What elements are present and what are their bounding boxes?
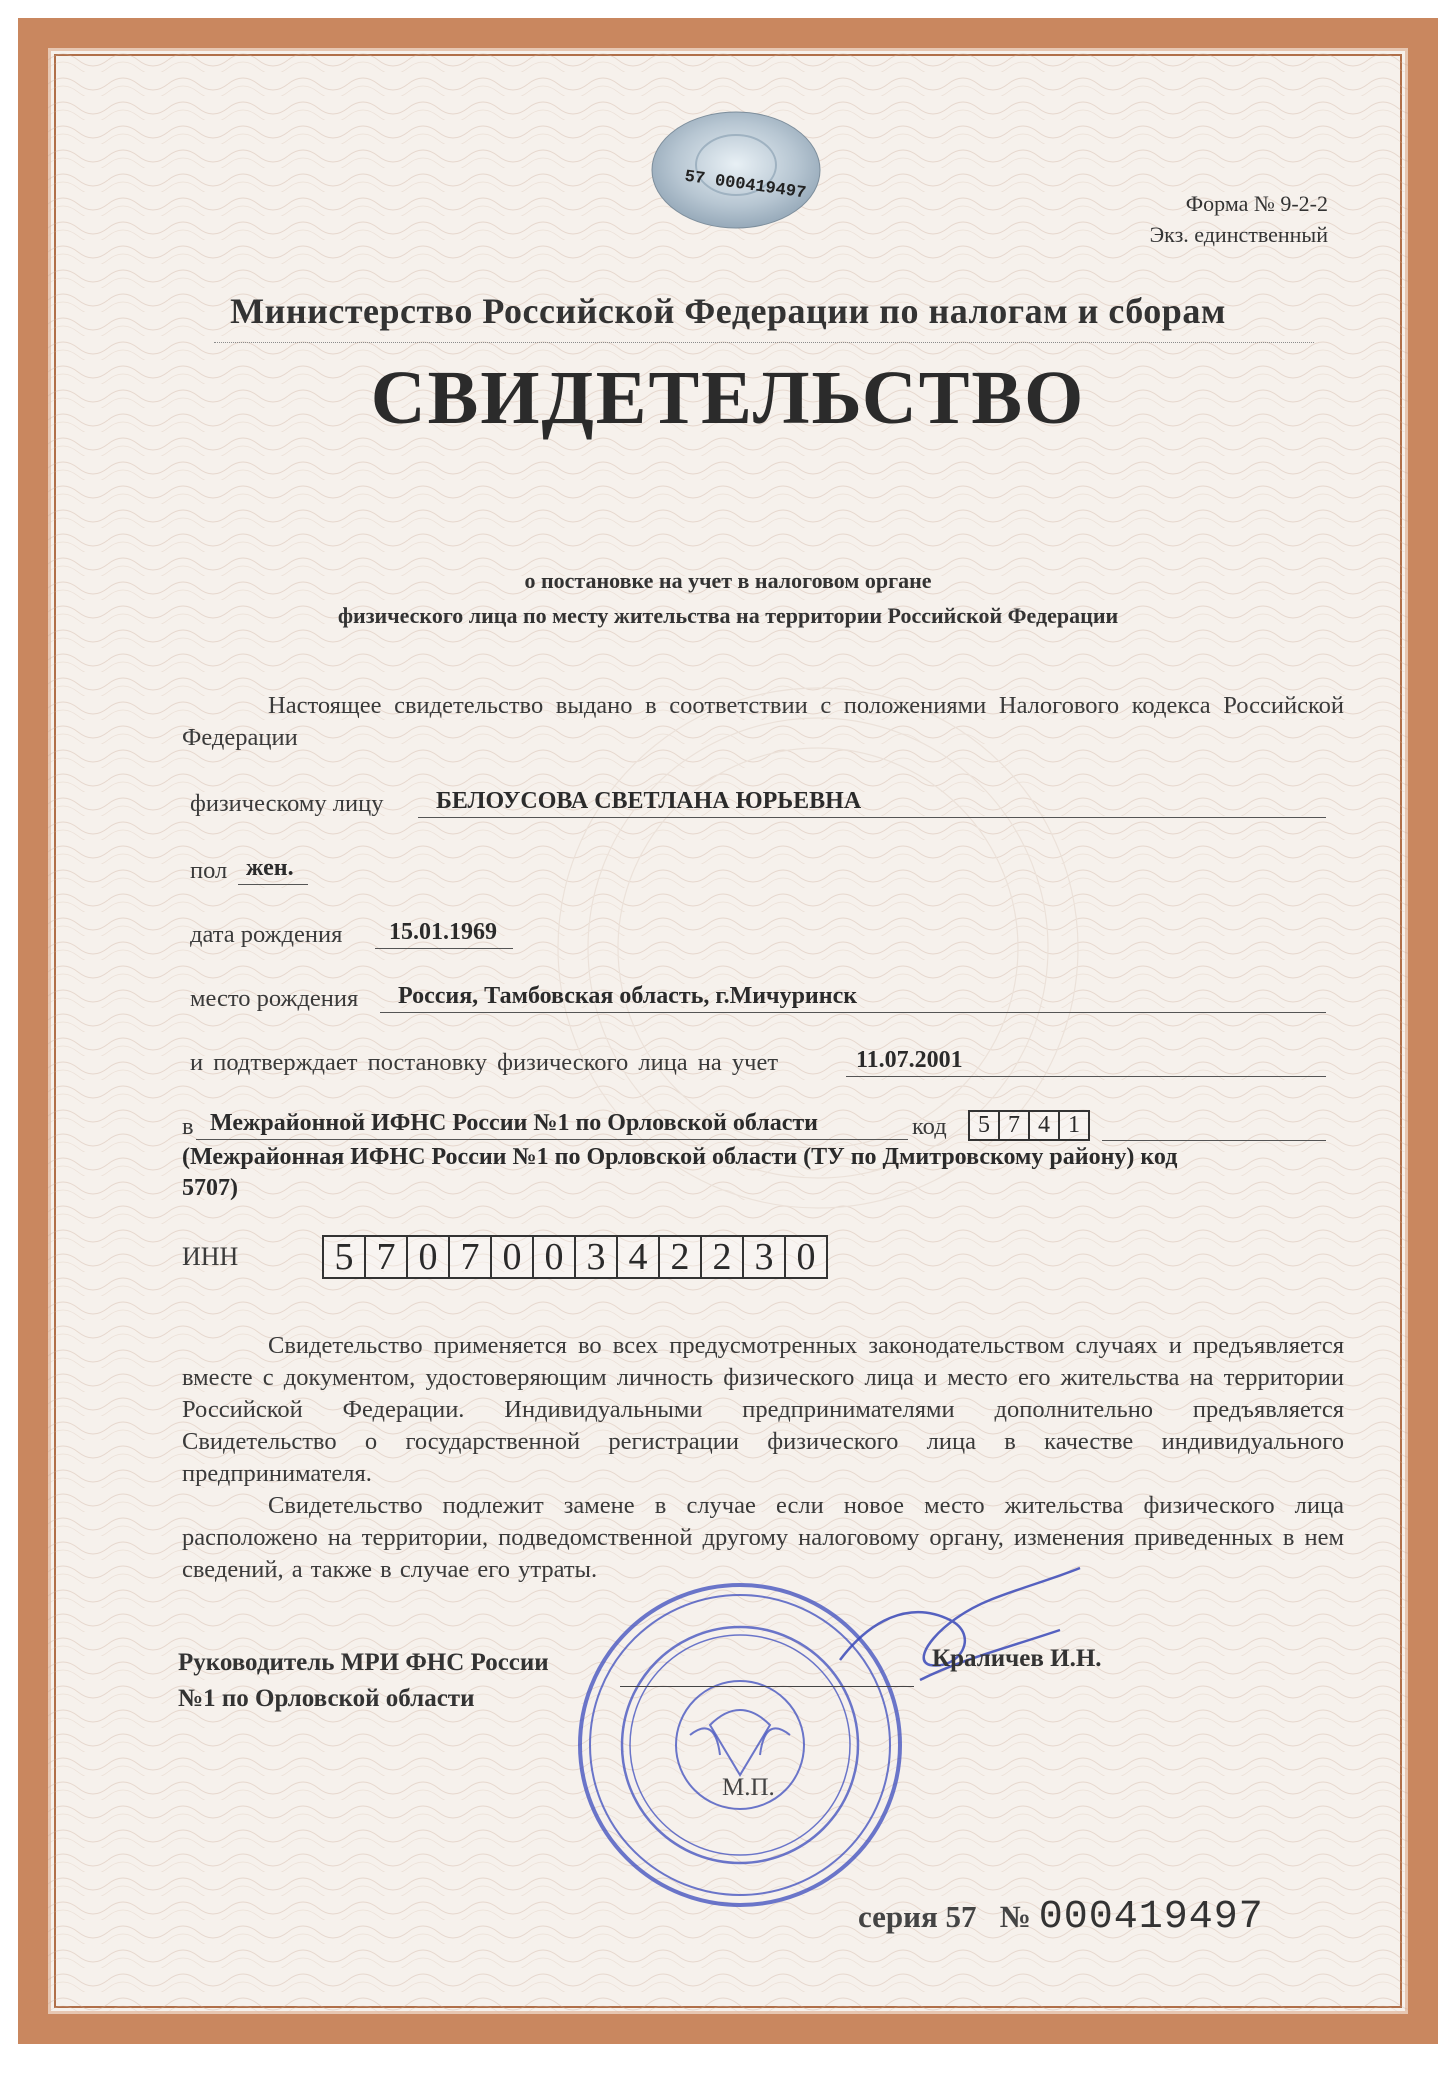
sex-label: пол bbox=[190, 857, 228, 884]
authority-code-digit: 5 bbox=[968, 1110, 1000, 1141]
birth-date-field: 15.01.1969 bbox=[375, 919, 513, 949]
inn-digit: 0 bbox=[490, 1235, 534, 1279]
authority-prefix: в bbox=[182, 1113, 194, 1140]
handwritten-signature bbox=[830, 1560, 1090, 1710]
series-value: 57 bbox=[945, 1899, 977, 1934]
person-label: физическому лицу bbox=[190, 790, 384, 817]
signature-line bbox=[620, 1686, 914, 1687]
inn-digit: 0 bbox=[406, 1235, 450, 1279]
inn-boxes bbox=[322, 1235, 826, 1279]
inn-digit: 5 bbox=[322, 1235, 366, 1279]
signatory-name: Краличев И.Н. bbox=[932, 1645, 1102, 1672]
form-copy: Экз. единственный bbox=[1149, 222, 1328, 247]
authority-code-digit: 1 bbox=[1058, 1110, 1090, 1141]
inn-digit: 2 bbox=[700, 1235, 744, 1279]
authority-note-line-1: (Межрайонная ИФНС России №1 по Орловской области (ТУ по Дмитровскому району) код bbox=[182, 1144, 1178, 1170]
authority-code-label: код bbox=[912, 1113, 947, 1140]
inn-digit: 7 bbox=[448, 1235, 492, 1279]
subtitle-line-2: физического лица по месту жительства на территории Российской Федерации bbox=[337, 603, 1119, 628]
authority-code-boxes bbox=[968, 1110, 1088, 1141]
intro-paragraph: Настоящее свидетельство выдано в соответствии с положениями Налогового кодекса Российской Федерации bbox=[182, 692, 1344, 751]
registration-row bbox=[190, 1049, 778, 1081]
person-row bbox=[190, 790, 383, 822]
registration-date-field: 11.07.2001 bbox=[846, 1047, 1326, 1077]
birth-place-row bbox=[190, 985, 358, 1017]
authority-code-underline bbox=[1102, 1140, 1326, 1141]
stamp-place-label: М.П. bbox=[722, 1774, 775, 1801]
birth-place-field: Россия, Тамбовская область, г.Мичуринск bbox=[380, 983, 1326, 1013]
signatory-title bbox=[178, 1645, 549, 1717]
authority-note bbox=[182, 1142, 1352, 1204]
authority-code-digit: 4 bbox=[1028, 1110, 1060, 1141]
inn-digit: 3 bbox=[742, 1235, 786, 1279]
document-subtitle bbox=[0, 563, 1456, 633]
hologram-sticker bbox=[646, 110, 826, 230]
birth-place-label: место рождения bbox=[190, 985, 359, 1012]
sex-row bbox=[190, 857, 227, 889]
inn-digit: 7 bbox=[364, 1235, 408, 1279]
authority-note-line-2: 5707) bbox=[182, 1175, 238, 1201]
inn-digit: 0 bbox=[784, 1235, 828, 1279]
registration-label: и подтверждает постановку физического лица на учет bbox=[190, 1049, 779, 1076]
document-title: СВИДЕТЕЛЬСТВО bbox=[370, 356, 1086, 440]
series-number bbox=[858, 1895, 1264, 1940]
inn-digit: 0 bbox=[532, 1235, 576, 1279]
signatory-title-line-2: №1 по Орловской области bbox=[178, 1685, 475, 1712]
hologram-serial: 57 000419497 bbox=[683, 167, 808, 204]
inn-digit: 3 bbox=[574, 1235, 618, 1279]
form-number: Форма № 9-2-2 bbox=[1185, 191, 1328, 216]
subtitle-line-1: о постановке на учет в налоговом органе bbox=[524, 568, 932, 593]
ministry-divider bbox=[214, 342, 1314, 343]
inn-label: ИНН bbox=[182, 1242, 239, 1271]
number-label: № bbox=[999, 1899, 1031, 1934]
authority-code-digit: 7 bbox=[998, 1110, 1030, 1141]
inn-digit: 4 bbox=[616, 1235, 660, 1279]
inn-digit: 2 bbox=[658, 1235, 702, 1279]
form-number-block bbox=[1150, 188, 1328, 250]
replacement-paragraph: Свидетельство подлежит замене в случае если новое место жительства физического лица расположено на территории, подведомственной другому налоговому органу, изменения приведенных в нем сведений, а также в случае его утраты. bbox=[182, 1492, 1344, 1583]
usage-paragraph: Свидетельство применяется во всех предусмотренных законодательством случаях и предъявляется вместе с документом, удостоверяющим личность физического лица и место его жительства на территории Российской Федерации. Индивидуальными предпринимателями дополнительно предъявляется Свидетельство о государственной регистрации физического лица в качестве индивидуального предпринимателя. bbox=[182, 1332, 1344, 1487]
ministry-heading: Министерство Российской Федерации по налогам и сборам bbox=[230, 291, 1226, 331]
birth-date-label: дата рождения bbox=[190, 921, 343, 948]
series-label: серия bbox=[858, 1899, 938, 1934]
person-name-field: БЕЛОУСОВА СВЕТЛАНА ЮРЬЕВНА bbox=[418, 788, 1326, 818]
birth-date-row bbox=[190, 921, 342, 953]
signatory-title-line-1: Руководитель МРИ ФНС России bbox=[178, 1649, 549, 1676]
sex-field: жен. bbox=[238, 855, 308, 885]
authority-field: Межрайонной ИФНС России №1 по Орловской области bbox=[196, 1110, 908, 1140]
document-number: 000419497 bbox=[1038, 1895, 1264, 1940]
